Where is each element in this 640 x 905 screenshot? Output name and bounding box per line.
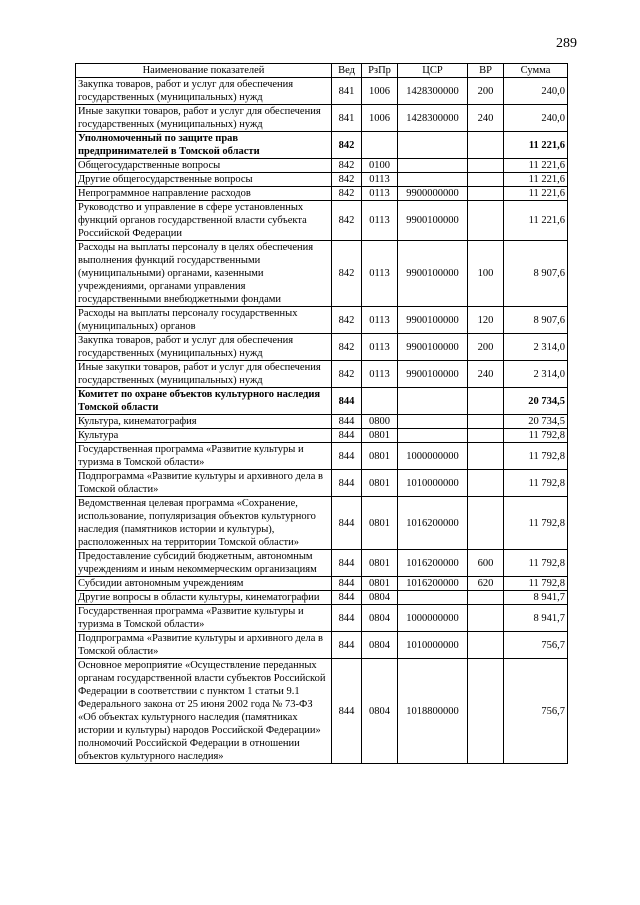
table-row bbox=[76, 361, 568, 388]
cell-vr bbox=[468, 187, 504, 201]
cell-csr: 1010000000 bbox=[398, 632, 468, 659]
table-row bbox=[76, 307, 568, 334]
cell-rzpr: 0113 bbox=[362, 241, 398, 307]
cell-rzpr: 0113 bbox=[362, 307, 398, 334]
cell-csr bbox=[398, 429, 468, 443]
header-vr: ВР bbox=[468, 64, 504, 78]
table-row bbox=[76, 415, 568, 429]
cell-csr: 1016200000 bbox=[398, 577, 468, 591]
cell-vr bbox=[468, 429, 504, 443]
table-row bbox=[76, 632, 568, 659]
cell-rzpr: 0801 bbox=[362, 497, 398, 550]
cell-sum: 11 221,6 bbox=[504, 187, 568, 201]
header-sum: Сумма bbox=[504, 64, 568, 78]
cell-rzpr: 0801 bbox=[362, 550, 398, 577]
cell-rzpr: 0113 bbox=[362, 187, 398, 201]
cell-sum: 11 792,8 bbox=[504, 429, 568, 443]
cell-csr: 1018800000 bbox=[398, 659, 468, 764]
cell-sum: 11 792,8 bbox=[504, 470, 568, 497]
cell-rzpr: 1006 bbox=[362, 78, 398, 105]
cell-rzpr: 0801 bbox=[362, 470, 398, 497]
cell-rzpr: 0804 bbox=[362, 605, 398, 632]
table-row bbox=[76, 241, 568, 307]
table-row bbox=[76, 659, 568, 764]
cell-csr: 1428300000 bbox=[398, 105, 468, 132]
cell-ved: 842 bbox=[332, 159, 362, 173]
table-row bbox=[76, 470, 568, 497]
cell-rzpr: 1006 bbox=[362, 105, 398, 132]
cell-sum: 11 221,6 bbox=[504, 159, 568, 173]
cell-ved: 842 bbox=[332, 187, 362, 201]
cell-ved: 844 bbox=[332, 388, 362, 415]
table-header-row bbox=[76, 64, 568, 78]
table-body bbox=[76, 78, 568, 764]
cell-vr bbox=[468, 591, 504, 605]
cell-vr: 240 bbox=[468, 361, 504, 388]
table-row bbox=[76, 173, 568, 187]
cell-vr: 240 bbox=[468, 105, 504, 132]
cell-rzpr: 0113 bbox=[362, 361, 398, 388]
table-row bbox=[76, 605, 568, 632]
cell-sum: 11 792,8 bbox=[504, 550, 568, 577]
cell-ved: 844 bbox=[332, 415, 362, 429]
cell-rzpr: 0113 bbox=[362, 201, 398, 241]
cell-name: Комитет по охране объектов культурного наследия Томской области bbox=[76, 388, 332, 415]
cell-name: Руководство и управление в сфере установленных функций органов государственной власти субъекта Российской Федерации bbox=[76, 201, 332, 241]
cell-ved: 842 bbox=[332, 201, 362, 241]
cell-ved: 844 bbox=[332, 550, 362, 577]
cell-name: Другие вопросы в области культуры, кинематографии bbox=[76, 591, 332, 605]
cell-rzpr: 0804 bbox=[362, 591, 398, 605]
cell-ved: 842 bbox=[332, 334, 362, 361]
cell-csr: 1428300000 bbox=[398, 78, 468, 105]
cell-name: Общегосударственные вопросы bbox=[76, 159, 332, 173]
cell-vr bbox=[468, 443, 504, 470]
cell-sum: 756,7 bbox=[504, 659, 568, 764]
cell-rzpr bbox=[362, 388, 398, 415]
cell-sum: 11 221,6 bbox=[504, 173, 568, 187]
cell-sum: 8 907,6 bbox=[504, 241, 568, 307]
cell-csr bbox=[398, 132, 468, 159]
cell-csr bbox=[398, 173, 468, 187]
header-rzpr: РзПр bbox=[362, 64, 398, 78]
cell-name: Закупка товаров, работ и услуг для обеспечения государственных (муниципальных) нужд bbox=[76, 78, 332, 105]
cell-sum: 11 221,6 bbox=[504, 201, 568, 241]
table-row bbox=[76, 78, 568, 105]
cell-rzpr: 0113 bbox=[362, 334, 398, 361]
cell-name: Основное мероприятие «Осуществление переданных органам государственной власти субъектов Российской Федерации в соответствии с пунктом 1 статьи 9.1 Федерального закона от 25 июня 2002 года № 73-ФЗ «Об объектах культурного наследия (памятниках истории и культуры) народов Российской Федерации» полномочий Российской Федерации в отношении объектов культурного наследия» bbox=[76, 659, 332, 764]
cell-vr: 600 bbox=[468, 550, 504, 577]
cell-name: Государственная программа «Развитие культуры и туризма в Томской области» bbox=[76, 605, 332, 632]
cell-rzpr: 0801 bbox=[362, 429, 398, 443]
cell-vr: 100 bbox=[468, 241, 504, 307]
table-row bbox=[76, 577, 568, 591]
cell-ved: 841 bbox=[332, 105, 362, 132]
table-row bbox=[76, 105, 568, 132]
cell-csr: 1000000000 bbox=[398, 443, 468, 470]
cell-rzpr: 0801 bbox=[362, 577, 398, 591]
cell-sum: 11 792,8 bbox=[504, 577, 568, 591]
cell-csr: 9900100000 bbox=[398, 361, 468, 388]
cell-vr: 620 bbox=[468, 577, 504, 591]
cell-vr bbox=[468, 659, 504, 764]
cell-csr: 9900000000 bbox=[398, 187, 468, 201]
cell-vr bbox=[468, 159, 504, 173]
cell-ved: 842 bbox=[332, 132, 362, 159]
cell-name: Предоставление субсидий бюджетным, автономным учреждениям и иным некоммерческим организациям bbox=[76, 550, 332, 577]
cell-sum: 240,0 bbox=[504, 78, 568, 105]
cell-ved: 844 bbox=[332, 591, 362, 605]
cell-csr: 9900100000 bbox=[398, 307, 468, 334]
cell-sum: 20 734,5 bbox=[504, 415, 568, 429]
cell-rzpr: 0100 bbox=[362, 159, 398, 173]
cell-csr: 9900100000 bbox=[398, 334, 468, 361]
cell-ved: 841 bbox=[332, 78, 362, 105]
cell-ved: 844 bbox=[332, 429, 362, 443]
cell-vr bbox=[468, 605, 504, 632]
cell-rzpr: 0804 bbox=[362, 632, 398, 659]
cell-csr bbox=[398, 159, 468, 173]
cell-ved: 844 bbox=[332, 632, 362, 659]
cell-name: Иные закупки товаров, работ и услуг для обеспечения государственных (муниципальных) нужд bbox=[76, 361, 332, 388]
cell-sum: 2 314,0 bbox=[504, 361, 568, 388]
cell-csr: 1016200000 bbox=[398, 550, 468, 577]
table-row bbox=[76, 443, 568, 470]
table-row bbox=[76, 550, 568, 577]
table-row bbox=[76, 132, 568, 159]
cell-ved: 844 bbox=[332, 443, 362, 470]
table-row bbox=[76, 591, 568, 605]
budget-table bbox=[75, 63, 568, 764]
cell-name: Государственная программа «Развитие культуры и туризма в Томской области» bbox=[76, 443, 332, 470]
cell-name: Ведомственная целевая программа «Сохранение, использование, популяризация объектов культурного наследия (памятников истории и культуры), расположенных на территории Томской области» bbox=[76, 497, 332, 550]
cell-csr: 1000000000 bbox=[398, 605, 468, 632]
cell-name: Иные закупки товаров, работ и услуг для обеспечения государственных (муниципальных) нужд bbox=[76, 105, 332, 132]
table-row bbox=[76, 159, 568, 173]
cell-ved: 844 bbox=[332, 577, 362, 591]
cell-name: Закупка товаров, работ и услуг для обеспечения государственных (муниципальных) нужд bbox=[76, 334, 332, 361]
cell-vr bbox=[468, 173, 504, 187]
cell-ved: 842 bbox=[332, 361, 362, 388]
cell-name: Культура, кинематография bbox=[76, 415, 332, 429]
cell-csr bbox=[398, 591, 468, 605]
cell-csr: 1010000000 bbox=[398, 470, 468, 497]
cell-rzpr: 0801 bbox=[362, 443, 398, 470]
cell-ved: 844 bbox=[332, 497, 362, 550]
cell-ved: 842 bbox=[332, 307, 362, 334]
page-number: 289 bbox=[556, 36, 577, 51]
cell-sum: 11 792,8 bbox=[504, 497, 568, 550]
cell-csr: 9900100000 bbox=[398, 201, 468, 241]
cell-sum: 20 734,5 bbox=[504, 388, 568, 415]
cell-vr bbox=[468, 470, 504, 497]
cell-sum: 11 221,6 bbox=[504, 132, 568, 159]
cell-ved: 842 bbox=[332, 173, 362, 187]
table-row bbox=[76, 388, 568, 415]
cell-name: Непрограммное направление расходов bbox=[76, 187, 332, 201]
cell-vr: 200 bbox=[468, 334, 504, 361]
cell-vr: 120 bbox=[468, 307, 504, 334]
cell-sum: 756,7 bbox=[504, 632, 568, 659]
cell-vr bbox=[468, 388, 504, 415]
cell-vr bbox=[468, 201, 504, 241]
cell-ved: 844 bbox=[332, 470, 362, 497]
cell-csr bbox=[398, 388, 468, 415]
table-row bbox=[76, 187, 568, 201]
cell-csr bbox=[398, 415, 468, 429]
cell-rzpr: 0113 bbox=[362, 173, 398, 187]
header-csr: ЦСР bbox=[398, 64, 468, 78]
cell-vr bbox=[468, 132, 504, 159]
cell-vr bbox=[468, 415, 504, 429]
cell-csr: 9900100000 bbox=[398, 241, 468, 307]
cell-name: Уполномоченный по защите прав предпринимателей в Томской области bbox=[76, 132, 332, 159]
table-row bbox=[76, 334, 568, 361]
cell-sum: 8 941,7 bbox=[504, 605, 568, 632]
cell-ved: 844 bbox=[332, 605, 362, 632]
cell-rzpr bbox=[362, 132, 398, 159]
cell-name: Расходы на выплаты персоналу государственных (муниципальных) органов bbox=[76, 307, 332, 334]
cell-sum: 2 314,0 bbox=[504, 334, 568, 361]
cell-sum: 11 792,8 bbox=[504, 443, 568, 470]
cell-vr bbox=[468, 632, 504, 659]
cell-ved: 842 bbox=[332, 241, 362, 307]
cell-sum: 8 941,7 bbox=[504, 591, 568, 605]
header-name: Наименование показателей bbox=[76, 64, 332, 78]
cell-vr bbox=[468, 497, 504, 550]
cell-name: Другие общегосударственные вопросы bbox=[76, 173, 332, 187]
header-ved: Вед bbox=[332, 64, 362, 78]
table-row bbox=[76, 497, 568, 550]
cell-ved: 844 bbox=[332, 659, 362, 764]
cell-name: Подпрограмма «Развитие культуры и архивного дела в Томской области» bbox=[76, 470, 332, 497]
cell-rzpr: 0804 bbox=[362, 659, 398, 764]
cell-vr: 200 bbox=[468, 78, 504, 105]
cell-csr: 1016200000 bbox=[398, 497, 468, 550]
cell-sum: 8 907,6 bbox=[504, 307, 568, 334]
cell-sum: 240,0 bbox=[504, 105, 568, 132]
table-row bbox=[76, 429, 568, 443]
table-row bbox=[76, 201, 568, 241]
cell-name: Субсидии автономным учреждениям bbox=[76, 577, 332, 591]
cell-name: Расходы на выплаты персоналу в целях обеспечения выполнения функций государственными (муниципальными) органами, казенными учреждениями, органами управления государственными внебюджетными фондами bbox=[76, 241, 332, 307]
cell-name: Культура bbox=[76, 429, 332, 443]
cell-rzpr: 0800 bbox=[362, 415, 398, 429]
cell-name: Подпрограмма «Развитие культуры и архивного дела в Томской области» bbox=[76, 632, 332, 659]
